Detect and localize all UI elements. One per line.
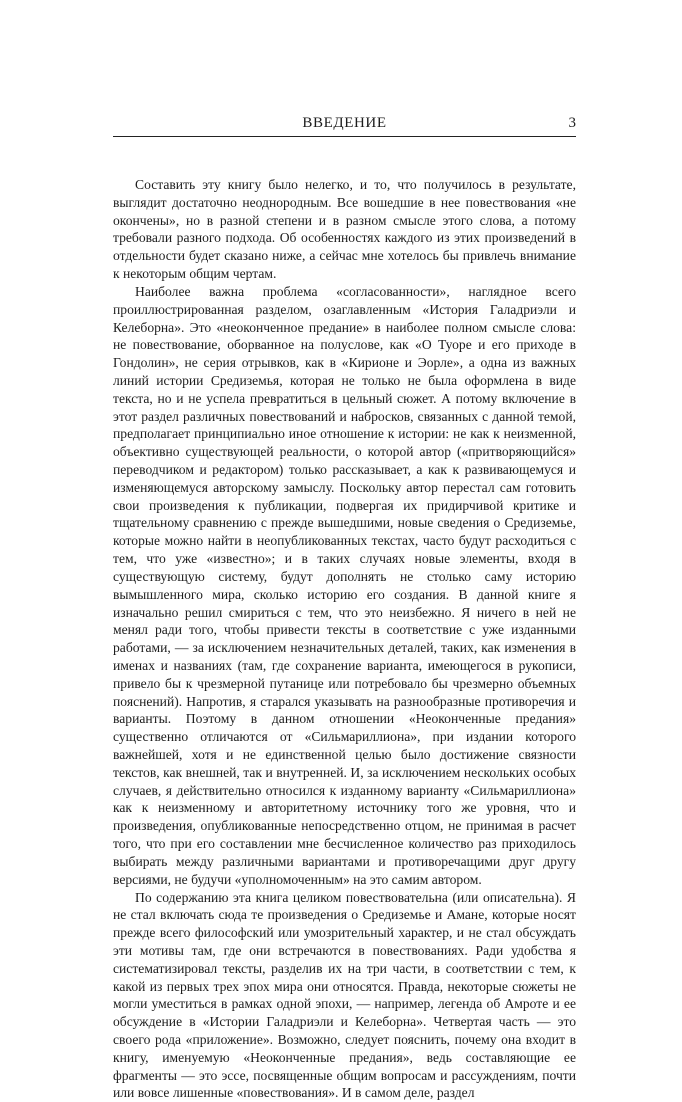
paragraph: Составить эту книгу было нелегко, и то, что получилось в результате, выглядит достаточно неоднородным. Все вошедшие в нее повествования «не окончены», но в разной степени и в разном смысле этого слова, а потому требовали разного подхода. Об особенностях каждого из этих произведений в отдельности будет сказано ниже, а сейчас мне хотелось бы привлечь внимание к некоторым общим чертам. <box>113 176 576 283</box>
running-head <box>113 114 576 136</box>
body-text <box>113 176 576 1102</box>
chapter-title: ВВЕДЕНИЕ <box>113 114 576 132</box>
paragraph: Наиболее важна проблема «согласованности», наглядное всего проиллюстрированная разделом, озаглавленным «История Галадриэли и Келеборна». Это «неоконченное предание» в наиболее полном смысле слова: не повествование, оборванное на полуслове, как «О Туоре и его приходе в Гондолин», не серия отрывков, как в «Кирионе и Эорле», а одна из важных линий истории Средиземья, которая не только не была оформлена в виде текста, но и не успела превратиться в цельный сюжет. А потому включение в этот раздел различных повествований и набросков, связанных с данной темой, предполагает принципиально иное отношение к истории: не как к неизменной, объективно существующей реальности, о которой автор («притворяющийся» переводчиком и редактором) только рассказывает, а как к развивающемуся и изменяющемуся авторскому замыслу. Поскольку автор перестал сам готовить свои произведения к публикации, подвергая их придирчивой критике и тщательному сравнению с прежде вышедшими, новые сведения о Средиземье, которые можно найти в неопубликованных текстах, часто будут расходиться с тем, что уже «известно»; и в таких случаях новые элементы, входя в существующую систему, будут дополнять не столько саму историю вымышленного мира, сколько историю его создания. В данной книге я изначально решил смириться с тем, что это неизбежно. Я ничего в ней не менял ради того, чтобы привести тексты в соответствие с уже изданными работами, — за исключением незначительных деталей, таких, как изменения в именах и названиях (там, где сохранение варианта, имеющегося в рукописи, привело бы к чрезмерной путанице или потребовало бы чрезмерно объемных пояснений). Напротив, я старался указывать на разнообразные противоречия и варианты. Поэтому в данном отношении «Неоконченные предания» существенно отличаются от «Сильмариллиона», при издании которого важнейшей, хотя и не единственной целью было достижение связности текстов, как внешней, так и внутренней. И, за исключением нескольких особых случаев, я действительно относился к изданному варианту «Сильмариллиона» как к неизменному и авторитетному источнику того же уровня, что и произведения, опубликованные непосредственно отцом, не принимая в расчет того, что при его составлении мне бесчисленное количество раз приходилось выбирать между различными вариантами и противоречащими друг другу версиями, не будучи «уполномоченным» на это самим автором. <box>113 283 576 889</box>
page-number: 3 <box>569 114 577 132</box>
header-rule <box>113 136 576 137</box>
paragraph: По содержанию эта книга целиком повествовательна (или описательна). Я не стал включать сюда те произведения о Средиземье и Амане, которые носят прежде всего философский или умозрительный характер, и не стал обсуждать эти мотивы там, где они встречаются в повествованиях. Ради удобства я систематизировал тексты, разделив их на три части, в соответствии с тем, к какой из первых трех эпох мира они относятся. Правда, некоторые сюжеты не могли уместиться в рамках одной эпохи, — например, легенда об Амроте и ее обсуждение в «Истории Галадриэли и Келеборна». Четвертая часть — это своего рода «приложение». Возможно, следует пояснить, почему она входит в книгу, именуемую «Неоконченные предания», ведь составляющие ее фрагменты — это эссе, посвященные общим вопросам и рассуждениям, почти или вовсе лишенные «повествования». И в самом деле, раздел <box>113 889 576 1102</box>
